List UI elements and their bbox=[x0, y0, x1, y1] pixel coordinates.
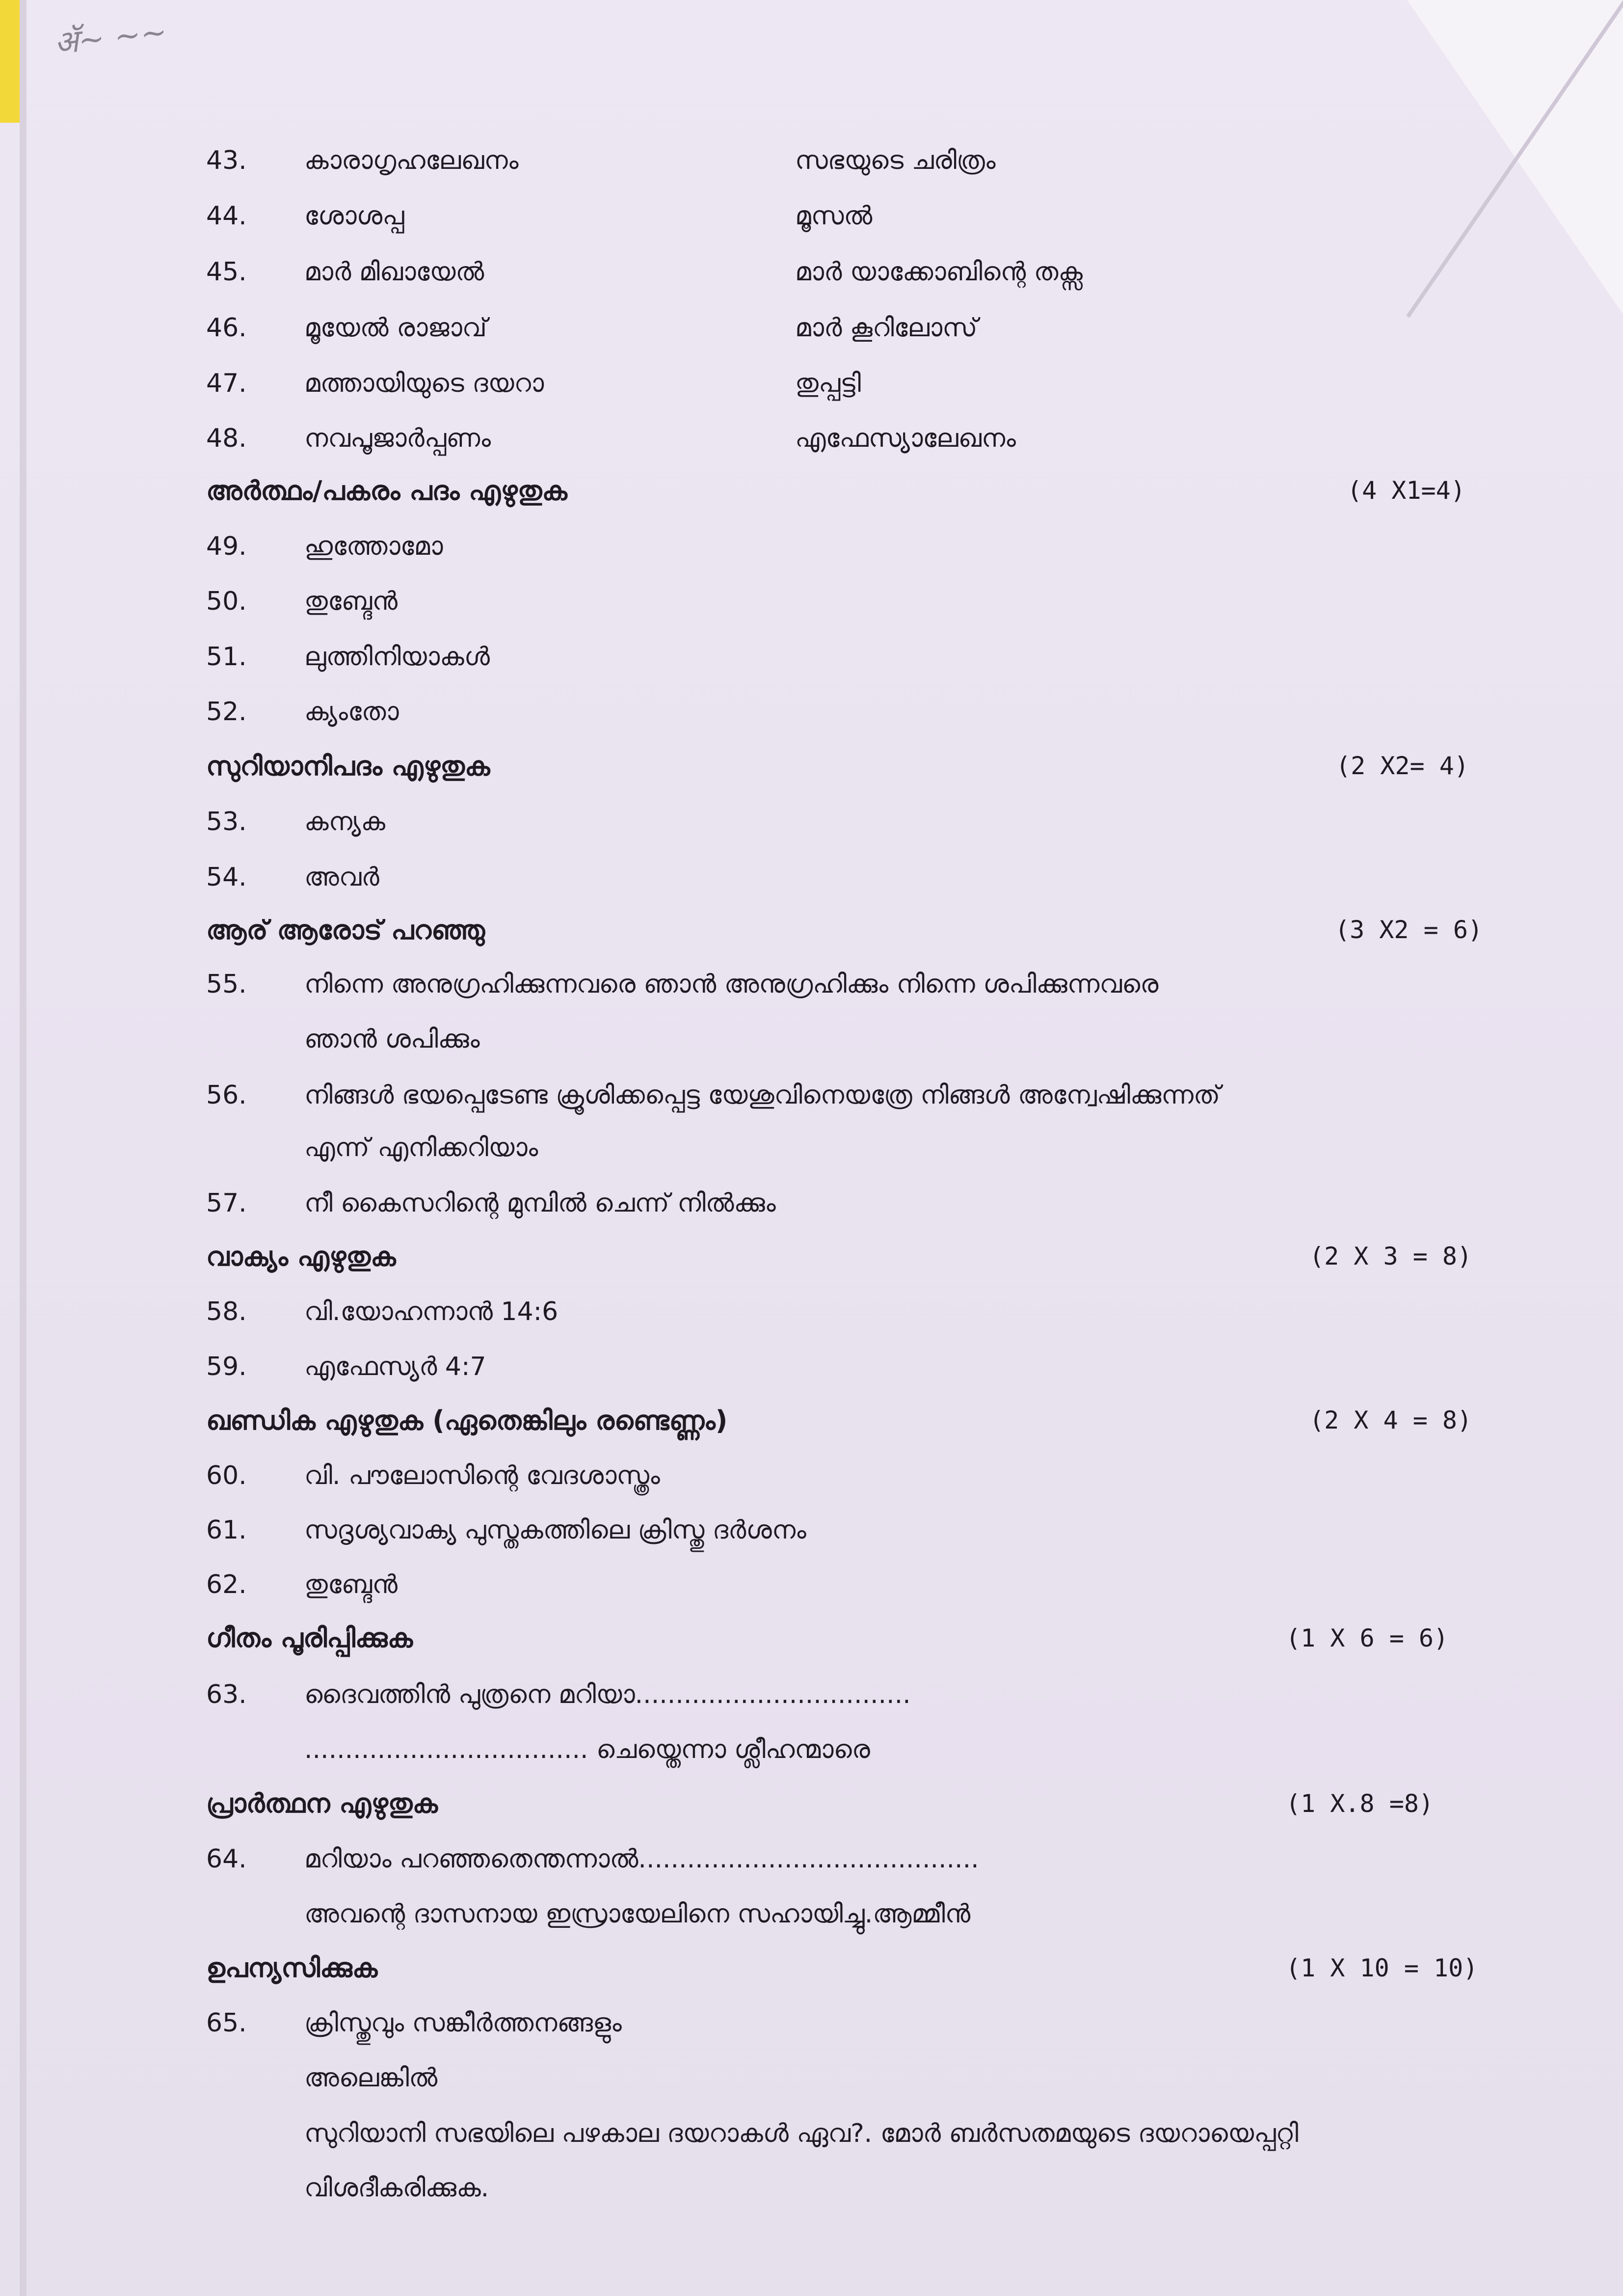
question-text: ഞാൻ ശപിക്കും bbox=[304, 1025, 480, 1054]
section-heading: ഉപന്യസിക്കുക bbox=[206, 1952, 378, 1983]
section-heading: പ്രാർത്ഥന എഴുതുക bbox=[206, 1788, 438, 1819]
match-left: നവപൂജാർപ്പണം bbox=[304, 424, 491, 453]
section-marks: (2 X2= 4) bbox=[1336, 752, 1469, 780]
question-number: 43. bbox=[206, 146, 247, 175]
section-marks: (2 X 4 = 8) bbox=[1309, 1406, 1472, 1434]
section-heading: ഗീതം പൂരിപ്പിക്കുക bbox=[206, 1622, 413, 1653]
question-number: 48. bbox=[206, 424, 247, 453]
question-text: മറിയാം പറഞ്ഞതെന്തന്നാൽ.......................................... bbox=[304, 1844, 979, 1874]
question-number: 65. bbox=[206, 2008, 247, 2038]
match-right: മാർ യാക്കോബിന്റെ തക്സ bbox=[795, 257, 1083, 287]
question-number: 63. bbox=[206, 1680, 247, 1709]
handwritten-scribble: ॲ~ ~~ bbox=[53, 14, 169, 62]
match-left: കാരാഗൃഹലേഖനം bbox=[304, 146, 519, 175]
question-number: 45. bbox=[206, 257, 247, 287]
section-heading: സുറിയാനിപദം എഴുതുക bbox=[206, 751, 490, 782]
section-heading: ആര് ആരോട് പറഞ്ഞു bbox=[206, 915, 485, 945]
question-text: ക്യംതോ bbox=[304, 697, 399, 727]
question-text: തുബ്ദേൻ bbox=[304, 1570, 398, 1599]
match-right: മാർ കൂറിലോസ് bbox=[795, 313, 978, 343]
question-number: 47. bbox=[206, 369, 247, 398]
match-left: ശോശപ്പ bbox=[304, 201, 404, 231]
section-marks: (2 X 3 = 8) bbox=[1309, 1242, 1472, 1270]
question-text: നിങ്ങൾ ഭയപ്പെടേണ്ട ക്രൂശിക്കപ്പെട്ട യേശുവിനെയത്രേ നിങ്ങൾ അന്വേഷിക്കുന്നത് bbox=[304, 1080, 1221, 1110]
question-text: സുറിയാനി സഭയിലെ പഴകാല ദയറാകൾ ഏവ?. മോർ ബർസതമയുടെ ദയറായെപ്പറ്റി bbox=[304, 2119, 1299, 2148]
question-text: അലെങ്കിൽ bbox=[304, 2063, 438, 2093]
question-text: വി. പൗലോസിന്റെ വേദശാസ്ത്രം bbox=[304, 1461, 660, 1490]
question-number: 61. bbox=[206, 1515, 247, 1545]
section-marks: (1 X 10 = 10) bbox=[1286, 1954, 1478, 1982]
match-left: മൂയേൽ രാജാവ് bbox=[304, 313, 487, 343]
question-text: അവന്റെ ദാസനായ ഇസ്രായേലിനെ സഹായിച്ചു.ആമ്മീൻ bbox=[304, 1899, 971, 1929]
match-left: മാർ മിഖായേൽ bbox=[304, 257, 484, 287]
question-text: കന്യക bbox=[304, 807, 385, 837]
question-number: 50. bbox=[206, 587, 247, 616]
question-text: വിശദീകരിക്കുക. bbox=[304, 2173, 489, 2203]
question-number: 58. bbox=[206, 1297, 247, 1326]
question-number: 64. bbox=[206, 1844, 247, 1874]
question-text: സദൃശ്യവാക്യ പുസ്തകത്തിലെ ക്രിസ്തു ദർശനം bbox=[304, 1515, 806, 1545]
question-number: 53. bbox=[206, 807, 247, 837]
paper-edge bbox=[20, 0, 27, 2296]
question-number: 59. bbox=[206, 1352, 247, 1381]
match-right: മൂസൽ bbox=[795, 201, 873, 231]
yellow-tab bbox=[0, 0, 20, 123]
question-text: നീ കൈസറിന്റെ മുമ്പിൽ ചെന്ന് നിൽക്കും bbox=[304, 1189, 776, 1218]
section-marks: (1 X.8 =8) bbox=[1286, 1789, 1434, 1818]
question-text: തുബ്ദേൻ bbox=[304, 587, 398, 616]
section-heading: അർത്ഥം/പകരം പദം എഴുതുക bbox=[206, 475, 567, 506]
section-marks: (3 X2 = 6) bbox=[1335, 916, 1483, 944]
question-number: 44. bbox=[206, 201, 247, 231]
question-number: 54. bbox=[206, 863, 247, 892]
section-heading: ഖണ്ഡിക എഴുതുക (ഏതെങ്കിലും രണ്ടെണ്ണം) bbox=[206, 1405, 728, 1436]
question-number: 57. bbox=[206, 1189, 247, 1218]
match-right: തുപ്പട്ടി bbox=[795, 369, 861, 398]
question-text: ക്രിസ്തുവും സങ്കീർത്തനങ്ങളും bbox=[304, 2008, 622, 2038]
question-number: 49. bbox=[206, 532, 247, 561]
match-right: എഫേസ്യാലേഖനം bbox=[795, 424, 1016, 453]
question-number: 62. bbox=[206, 1570, 247, 1599]
section-heading: വാക്യം എഴുതുക bbox=[206, 1241, 396, 1272]
question-text: അവർ bbox=[304, 863, 379, 892]
question-number: 56. bbox=[206, 1080, 247, 1110]
question-number: 51. bbox=[206, 642, 247, 672]
question-number: 46. bbox=[206, 313, 247, 343]
match-left: മത്തായിയുടെ ദയറാ bbox=[304, 369, 544, 398]
question-number: 60. bbox=[206, 1461, 247, 1490]
question-text: വി.യോഹന്നാൻ 14:6 bbox=[304, 1297, 559, 1326]
question-number: 55. bbox=[206, 970, 247, 999]
question-text: എന്ന് എനിക്കറിയാം bbox=[304, 1133, 538, 1162]
question-text: ................................... ചെയ്തെന്നാ ശ്ലീഹന്മാരെ bbox=[304, 1735, 870, 1764]
match-right: സഭയുടെ ചരിത്രം bbox=[795, 146, 996, 175]
question-text: ദൈവത്തിൻ പുത്രനെ മറിയാ.................................. bbox=[304, 1680, 911, 1709]
question-number: 52. bbox=[206, 697, 247, 727]
section-marks: (4 X1=4) bbox=[1347, 476, 1465, 505]
question-text: ഹുത്തോമോ bbox=[304, 532, 443, 561]
question-text: നിന്നെ അനുഗ്രഹിക്കുന്നവരെ ഞാൻ അനുഗ്രഹിക്കും നിന്നെ ശപിക്കുന്നവരെ bbox=[304, 970, 1159, 999]
section-marks: (1 X 6 = 6) bbox=[1286, 1624, 1449, 1652]
question-text: എഫേസ്യർ 4:7 bbox=[304, 1352, 486, 1381]
question-text: ലുത്തിനിയാകൾ bbox=[304, 642, 490, 672]
